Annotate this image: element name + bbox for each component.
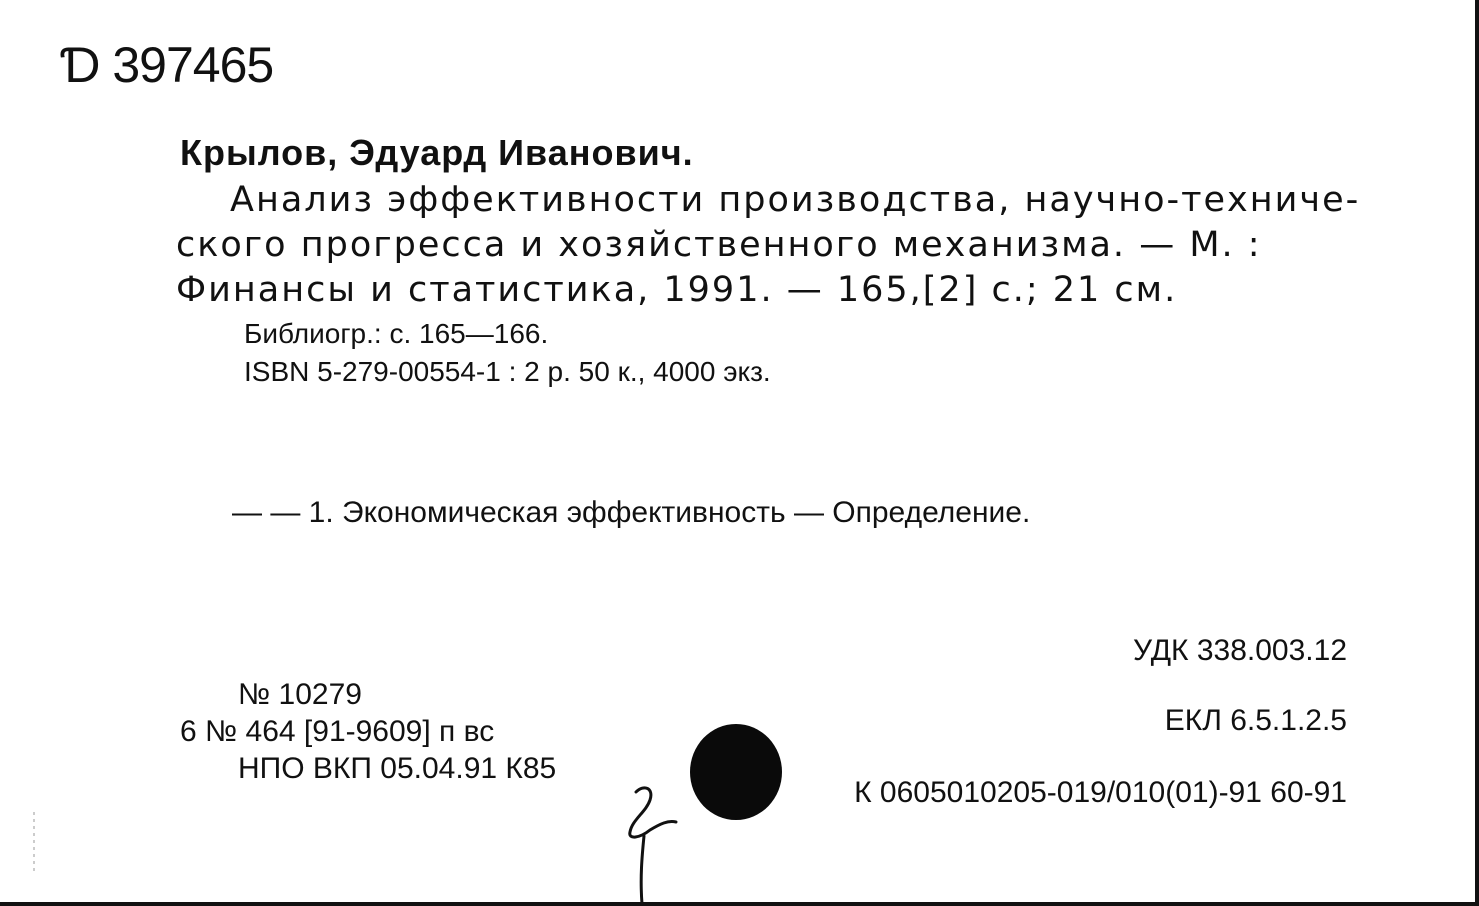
ekl-code: ЕКЛ 6.5.1.2.5: [1164, 704, 1347, 737]
k-code: К 0605010205-019/010(01)-91 60-91: [854, 776, 1347, 809]
isbn-line: ISBN 5-279-00554-1 : 2 р. 50 к., 4000 экз.: [244, 356, 771, 387]
card-number: Ɗ 397465: [60, 37, 274, 93]
title-description: [176, 178, 1361, 313]
handwritten-mark-icon: [610, 780, 690, 906]
margin-tick-icon: [32, 812, 36, 872]
order-line: 6 № 464 [91-9609] п вс: [180, 715, 495, 748]
registration-block: [180, 676, 556, 787]
notes-block: [244, 315, 771, 391]
subject-heading: — — 1. Экономическая эффективность — Определение.: [232, 496, 1031, 529]
udc-code: УДК 338.003.12: [1133, 634, 1347, 667]
title-line: Анализ эффективности производства, научно-техниче-: [230, 180, 1361, 220]
title-line: Финансы и статистика, 1991. — 165,[2] с.; 21 см.: [176, 270, 1178, 310]
punch-hole: [690, 724, 782, 820]
author-heading: Крылов, Эдуард Иванович.: [180, 132, 694, 173]
title-line: ского прогресса и хозяйственного механизма. — М. :: [176, 225, 1262, 265]
registration-number: № 10279: [238, 678, 362, 711]
publisher-line: НПО ВКП 05.04.91 К85: [238, 752, 557, 785]
bibliography-note: Библиогр.: с. 165—166.: [244, 318, 549, 349]
